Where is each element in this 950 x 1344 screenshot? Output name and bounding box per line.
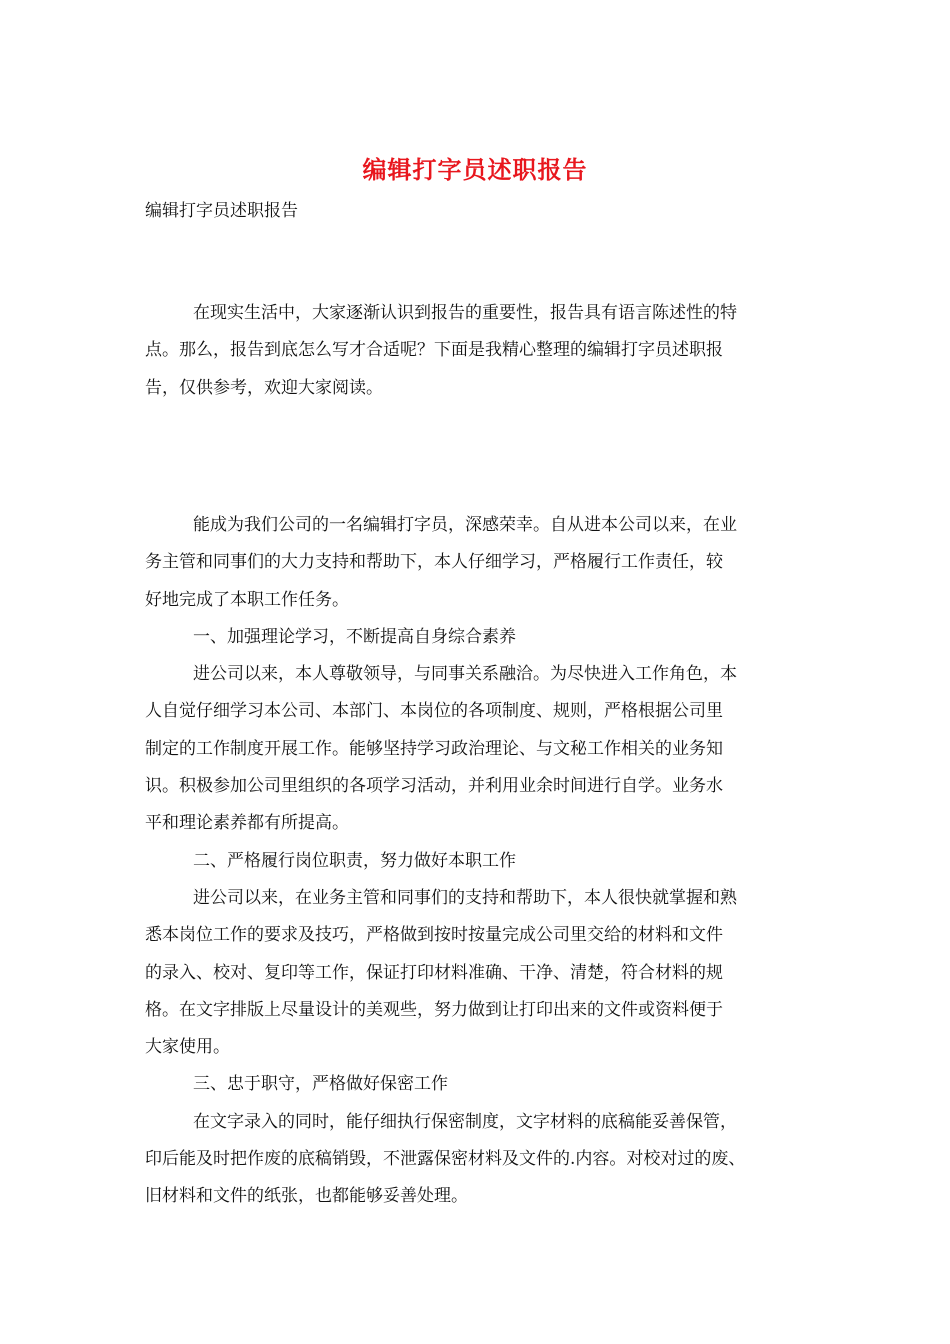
body-line: 在文字录入的同时，能仔细执行保密制度，文字材料的底稿能妥善保管， <box>193 1111 737 1132</box>
intro-line: 告，仅供参考，欢迎大家阅读。 <box>145 377 383 398</box>
body-line: 能成为我们公司的一名编辑打字员，深感荣幸。自从进本公司以来，在业 <box>193 515 737 535</box>
section-heading: 一、加强理论学习，不断提高自身综合素养 <box>193 626 516 647</box>
section-heading: 三、忠于职守，严格做好保密工作 <box>193 1074 448 1095</box>
body-line: 格。在文字排版上尽量设计的美观些，努力做到让打印出来的文件或资料便于 <box>145 999 723 1020</box>
body-line: 识。积极参加公司里组织的各项学习活动，并利用业余时间进行自学。业务水 <box>145 776 723 797</box>
intro-line: 在现实生活中，大家逐渐认识到报告的重要性，报告具有语言陈述性的特 <box>193 303 737 323</box>
body-line: 好地完成了本职工作任务。 <box>145 589 349 610</box>
body-line: 旧材料和文件的纸张，也都能够妥善处理。 <box>145 1186 468 1207</box>
document-title: 编辑打字员述职报告 <box>362 155 588 184</box>
body-line: 进公司以来，在业务主管和同事们的支持和帮助下，本人很快就掌握和熟 <box>193 887 737 908</box>
body-line: 大家使用。 <box>145 1037 230 1058</box>
intro-paragraph <box>145 295 820 407</box>
body-line: 平和理论素养都有所提高。 <box>145 813 349 834</box>
body-line: 务主管和同事们的大力支持和帮助下，本人仔细学习，严格履行工作责任，较 <box>145 552 723 573</box>
section-heading: 二、严格履行岗位职责，努力做好本职工作 <box>193 850 516 871</box>
body-line: 印后能及时把作废的底稿销毁，不泄露保密材料及文件的.内容。对校对过的废、 <box>145 1149 746 1170</box>
body-line: 的录入、校对、复印等工作，保证打印材料准确、干净、清楚，符合材料的规 <box>145 962 723 983</box>
body-line: 悉本岗位工作的要求及技巧，严格做到按时按量完成公司里交给的材料和文件 <box>145 925 723 946</box>
intro-line: 点。那么，报告到底怎么写才合适呢？下面是我精心整理的编辑打字员述职报 <box>145 340 723 361</box>
body-line: 进公司以来，本人尊敬领导，与同事关系融洽。为尽快进入工作角色，本 <box>193 664 737 685</box>
body-line: 人自觉仔细学习本公司、本部门、本岗位的各项制度、规则，严格根据公司里 <box>145 701 723 722</box>
document-subtitle: 编辑打字员述职报告 <box>145 201 298 221</box>
body-line: 制定的工作制度开展工作。能够坚持学习政治理论、与文秘工作相关的业务知 <box>145 738 723 759</box>
report-body <box>145 507 820 1216</box>
